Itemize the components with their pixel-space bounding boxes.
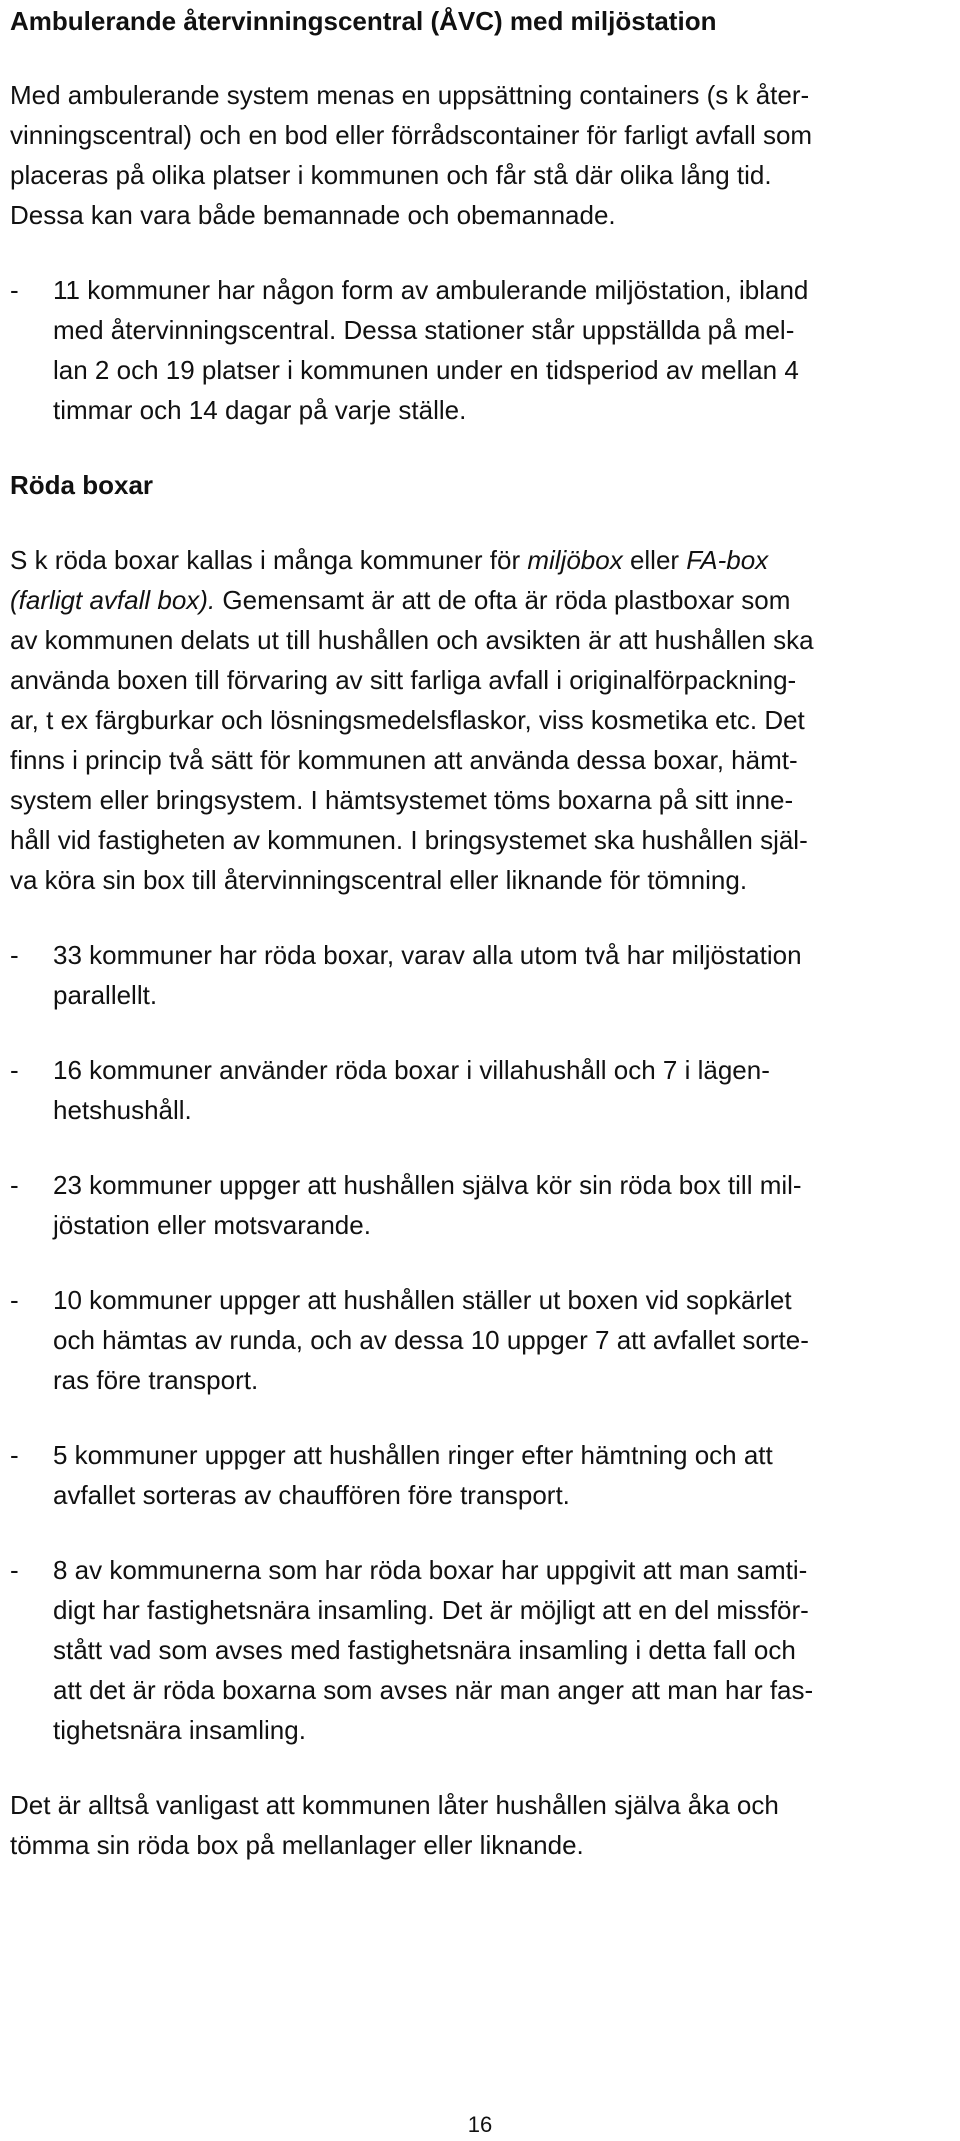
paragraph-line: av kommunen delats ut till hushållen och avsikten är att hushållen ska [10,625,814,655]
bullet-line: 33 kommuner har röda boxar, varav alla utom två har miljöstation [53,940,802,970]
term-farligt-avfall-box: (farligt avfall box). [10,585,216,615]
paragraph-line: Dessa kan vara både bemannade och obemannade. [10,200,616,230]
bullet-dash: - [10,275,19,305]
paragraph-line: vinningscentral) och en bod eller förrådscontainer för farligt avfall som [10,120,813,150]
paragraph-line: använda boxen till förvaring av sitt farliga avfall i originalförpackning- [10,665,797,695]
bullet-dash: - [10,940,19,970]
bullet-line: timmar och 14 dagar på varje ställe. [53,395,467,425]
text-span: Gemensamt är att de ofta är röda plastboxar som [215,585,791,615]
bullet-line: stått vad som avses med fastighetsnära insamling i detta fall och [53,1635,796,1665]
bullet-line: tighetsnära insamling. [53,1715,306,1745]
term-fa-box: FA-box [686,545,769,575]
bullet-line: 16 kommuner använder röda boxar i villahushåll och 7 i lägen- [53,1055,770,1085]
text-span: S k röda boxar kallas i många kommuner för [10,545,528,575]
page-number: 16 [467,2112,493,2137]
bullet-line: att det är röda boxarna som avses när man anger att man har fas- [53,1675,814,1705]
paragraph-line: finns i princip två sätt för kommunen att använda dessa boxar, hämt- [10,745,798,775]
bullet-dash: - [10,1055,19,1085]
bullet-line: 5 kommuner uppger att hushållen ringer efter hämtning och att [53,1440,773,1470]
bullet-dash: - [10,1170,19,1200]
term-miljobox: miljöbox [527,545,623,575]
bullet-line: parallellt. [53,980,158,1010]
paragraph-line: Med ambulerande system menas en uppsättning containers (s k åter- [10,80,810,110]
paragraph-line: placeras på olika platser i kommunen och får stå där olika lång tid. [10,160,772,190]
bullet-line: ras före transport. [53,1365,259,1395]
bullet-line: digt har fastighetsnära insamling. Det är möjligt att en del missför- [53,1595,809,1625]
bullet-line: lan 2 och 19 platser i kommunen under en tidsperiod av mellan 4 [53,355,799,385]
bullet-line: med återvinningscentral. Dessa stationer står uppställda på mel- [53,315,795,345]
bullet-line: 23 kommuner uppger att hushållen själva kör sin röda box till mil- [53,1170,802,1200]
section-heading: Röda boxar [10,470,154,500]
text-span: eller [622,545,687,575]
bullet-dash: - [10,1285,19,1315]
bullet-line: hetshushåll. [53,1095,192,1125]
paragraph-line [10,543,768,577]
paragraph-line: va köra sin box till återvinningscentral eller liknande för tömning. [10,865,748,895]
bullet-dash: - [10,1440,19,1470]
paragraph-line: tömma sin röda box på mellanlager eller liknande. [10,1830,584,1860]
bullet-line: och hämtas av runda, och av dessa 10 uppger 7 att avfallet sorte- [53,1325,809,1355]
bullet-line: 11 kommuner har någon form av ambulerande miljöstation, ibland [53,275,809,305]
bullet-line: avfallet sorteras av chauffören före transport. [53,1480,570,1510]
paragraph-line: håll vid fastigheten av kommunen. I bringsystemet ska hushållen själ- [10,825,808,855]
bullet-line: 8 av kommunerna som har röda boxar har uppgivit att man samti- [53,1555,808,1585]
bullet-line: jöstation eller motsvarande. [53,1210,371,1240]
bullet-dash: - [10,1555,19,1585]
bullet-line: 10 kommuner uppger att hushållen ställer ut boxen vid sopkärlet [53,1285,792,1315]
paragraph-line [10,583,790,617]
paragraph-line: ar, t ex färgburkar och lösningsmedelsflaskor, viss kosmetika etc. Det [10,705,805,735]
page-title: Ambulerande återvinningscentral (ÅVC) med miljöstation [10,6,717,36]
paragraph-line: system eller bringsystem. I hämtsystemet töms boxarna på sitt inne- [10,785,794,815]
paragraph-line: Det är alltså vanligast att kommunen låter hushållen själva åka och [10,1790,779,1820]
